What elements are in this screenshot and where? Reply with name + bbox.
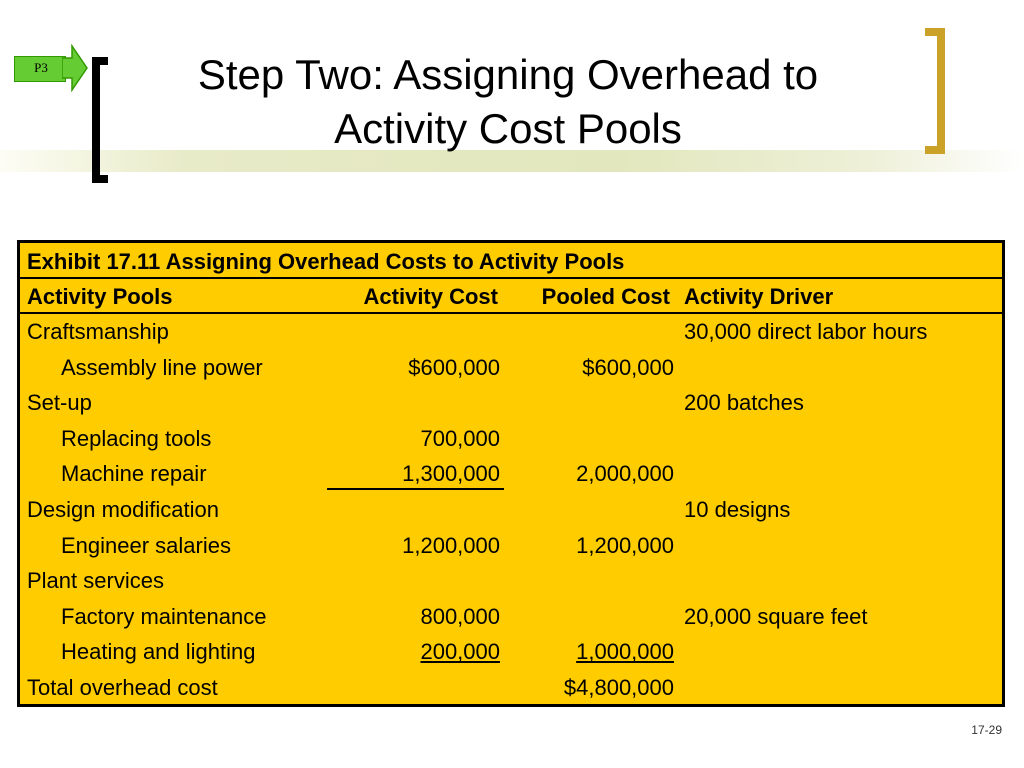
cell-pool: Set-up [27,390,92,416]
cell-driver: 200 batches [684,390,804,416]
cell-cost: $600,000 [408,354,500,380]
cell-pool: Factory maintenance [61,603,267,629]
cell-pooled: 1,000,000 [576,639,674,665]
table-row [20,599,1002,635]
header-activity-driver: Activity Driver [684,284,834,309]
cell-pool: Engineer salaries [61,532,231,558]
cell-pool: Plant services [27,568,164,594]
slide-title-line-2: Activity Cost Pools [334,105,682,152]
cell-pool: Design modification [27,496,219,522]
exhibit-caption: Exhibit 17.11 Assigning Overhead Costs to Activity Pools [20,243,1002,279]
table-row [20,634,1002,670]
table-row [20,421,1002,457]
cell-driver: 20,000 square feet [684,603,868,629]
cell-pool: Heating and lighting [61,639,256,665]
arrow-right-icon [62,44,88,92]
cell-cost: 200,000 [420,639,500,665]
cell-cost: 700,000 [420,425,500,451]
table-row [20,456,1002,492]
cell-pooled: 2,000,000 [576,461,674,487]
exhibit-table [17,240,1005,707]
slide-number: 17-29 [971,723,1002,737]
cell-pool: Replacing tools [61,425,212,451]
table-row [20,385,1002,421]
cell-pool: Machine repair [61,461,207,487]
slide-title [108,48,908,156]
cell-pool: Total overhead cost [27,674,218,700]
table-row-total [20,670,1002,706]
table-header-row [20,279,1002,314]
header-pooled-cost: Pooled Cost [541,284,670,309]
cell-pooled: $4,800,000 [563,674,674,700]
cell-driver: 10 designs [684,496,791,522]
left-bracket-decor [92,57,108,183]
cell-pooled: $600,000 [582,354,674,380]
cell-pool: Assembly line power [61,354,263,380]
cell-cost: 1,200,000 [402,532,500,558]
table-row [20,314,1002,350]
cell-driver: 30,000 direct labor hours [684,319,928,344]
header-activity-cost: Activity Cost [363,284,498,309]
cell-cost: 800,000 [420,603,500,629]
right-bracket-decor [925,28,945,154]
header-activity-pools: Activity Pools [27,284,173,309]
cell-pooled: 1,200,000 [576,532,674,558]
cell-cost: 1,300,000 [402,461,500,487]
cell-pool: Craftsmanship [27,319,169,344]
table-row [20,492,1002,528]
learning-objective-badge: P3 [14,56,66,82]
table-row [20,350,1002,386]
table-row [20,563,1002,599]
table-row [20,528,1002,564]
slide-title-line-1: Step Two: Assigning Overhead to [197,51,819,98]
